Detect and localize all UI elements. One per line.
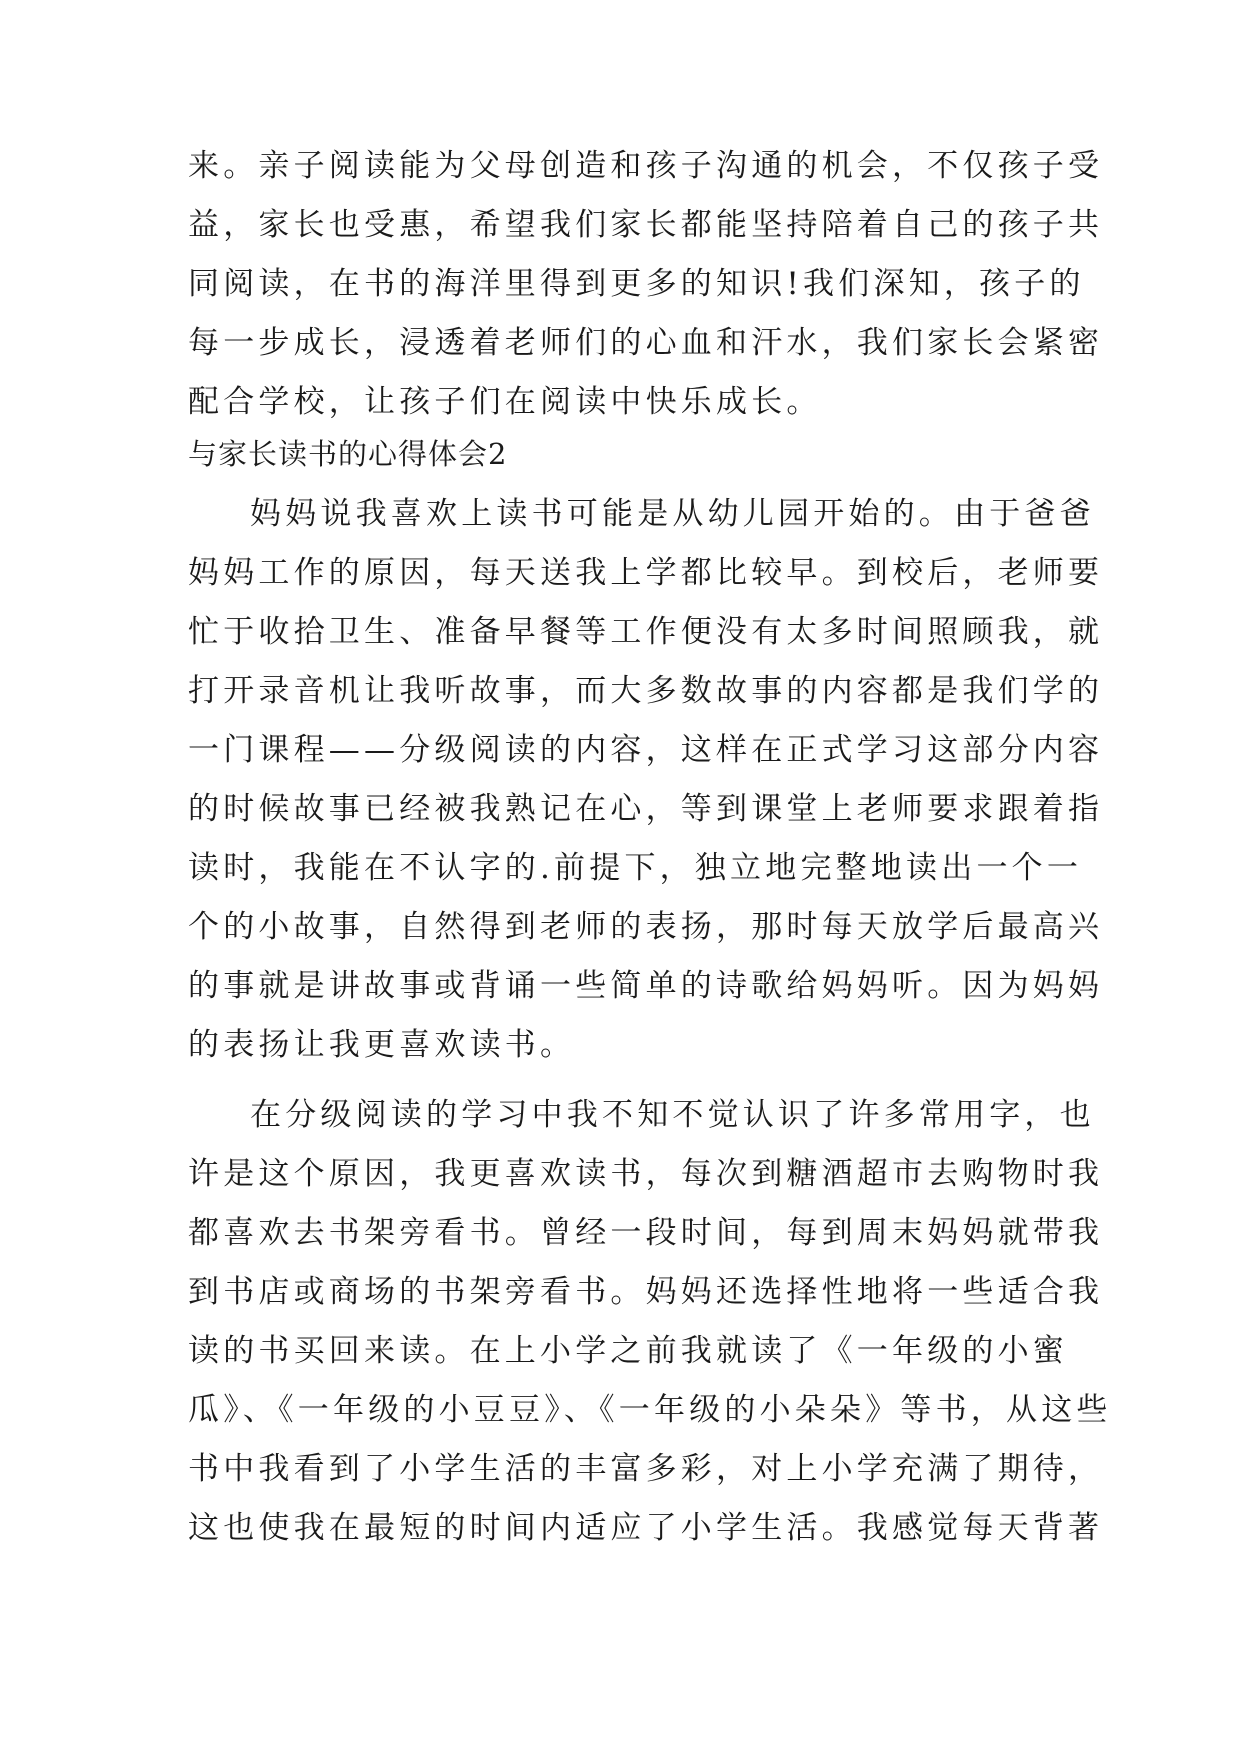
paragraph-line: 在分级阅读的学习中我不知不觉认识了许多常用字，也 xyxy=(250,1097,1095,1133)
paragraph-line: 都喜欢去书架旁看书。曾经一段时间，每到周末妈妈就带我 xyxy=(188,1215,1104,1251)
paragraph-line: 书中我看到了小学生活的丰富多彩，对上小学充满了期待， xyxy=(188,1451,1104,1487)
paragraph-line: 读的书买回来读。在上小学之前我就读了《一年级的小蜜 xyxy=(188,1333,1068,1369)
paragraph-line: 每一步成长，浸透着老师们的心血和汗水，我们家长会紧密 xyxy=(188,325,1104,361)
paragraph-line: 许是这个原因，我更喜欢读书，每次到糖酒超市去购物时我 xyxy=(188,1156,1104,1192)
paragraph-line: 的事就是讲故事或背诵一些简单的诗歌给妈妈听。因为妈妈 xyxy=(188,968,1104,1004)
paragraph-line: 益，家长也受惠，希望我们家长都能坚持陪着自己的孩子共 xyxy=(188,207,1104,243)
paragraph-line: 妈妈说我喜欢上读书可能是从幼儿园开始的。由于爸爸 xyxy=(250,496,1095,532)
paragraph-line: 的表扬让我更喜欢读书。 xyxy=(188,1027,576,1063)
paragraph-line: 的时候故事已经被我熟记在心，等到课堂上老师要求跟着指 xyxy=(188,791,1104,827)
section-heading: 与家长读书的心得体会2 xyxy=(188,437,508,471)
paragraph-line: 个的小故事，自然得到老师的表扬，那时每天放学后最高兴 xyxy=(188,909,1104,945)
paragraph-line: 这也使我在最短的时间内适应了小学生活。我感觉每天背著 xyxy=(188,1510,1104,1546)
paragraph-line: 配合学校，让孩子们在阅读中快乐成长。 xyxy=(188,384,822,420)
paragraph-line: 读时，我能在不认字的.前提下，独立地完整地读出一个一 xyxy=(188,850,1083,886)
paragraph-line: 打开录音机让我听故事，而大多数故事的内容都是我们学的 xyxy=(188,673,1104,709)
paragraph-line: 来。亲子阅读能为父母创造和孩子沟通的机会，不仅孩子受 xyxy=(188,148,1104,184)
paragraph-line: 到书店或商场的书架旁看书。妈妈还选择性地将一些适合我 xyxy=(188,1274,1104,1310)
paragraph-line: 忙于收拾卫生、准备早餐等工作便没有太多时间照顾我，就 xyxy=(188,614,1104,650)
paragraph-line: 瓜》、《一年级的小豆豆》、《一年级的小朵朵》等书，从这些 xyxy=(188,1392,1112,1428)
paragraph-line: 妈妈工作的原因，每天送我上学都比较早。到校后，老师要 xyxy=(188,555,1104,591)
paragraph-line: 同阅读，在书的海洋里得到更多的知识!我们深知，孩子的 xyxy=(188,266,1085,302)
paragraph-line: 一门课程——分级阅读的内容，这样在正式学习这部分内容 xyxy=(188,732,1104,768)
